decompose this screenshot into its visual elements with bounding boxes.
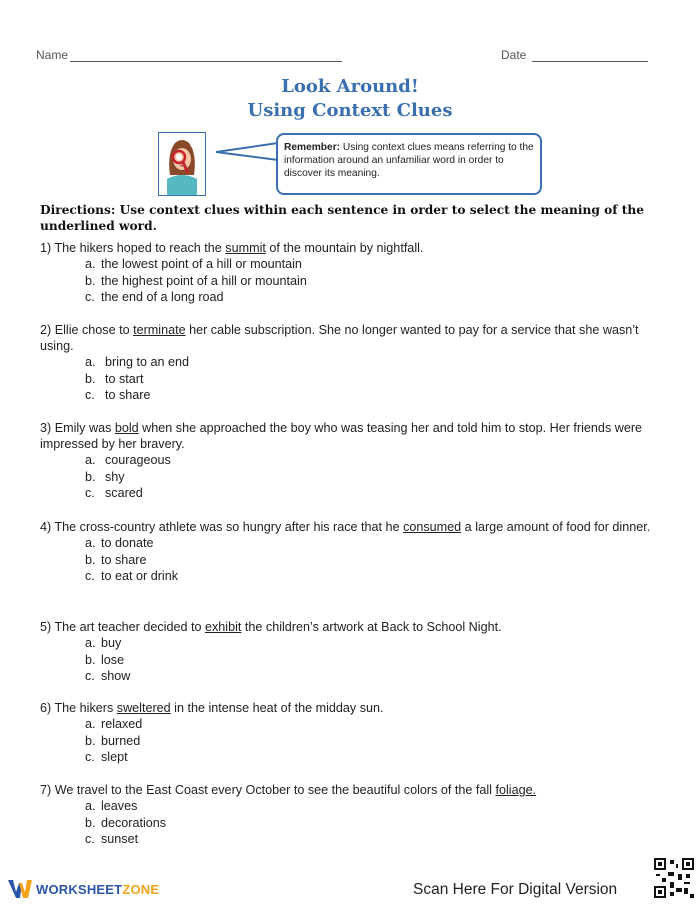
qr-code-icon[interactable]: [654, 858, 694, 898]
directions: Directions: Use context clues within each sentence in order to select the meaning of the underlined word.: [40, 203, 645, 233]
question-stem: 2) Ellie chose to terminate her cable subscription. She no longer wanted to pay for a service that she wasn’t using.: [40, 323, 639, 353]
question-6: [40, 700, 660, 766]
callout-label: Remember:: [284, 142, 341, 153]
question-stem: 4) The cross-country athlete was so hungry after his race that he consumed a large amount of food for dinner.: [40, 520, 651, 534]
option-a: a. leaves: [85, 799, 138, 813]
option-c: c. to share: [85, 388, 151, 402]
name-field: [36, 48, 342, 62]
girl-with-magnifier-illustration: [158, 132, 206, 196]
underlined-word: summit: [225, 241, 266, 255]
name-blank: [70, 51, 342, 62]
reminder-callout: [276, 133, 542, 195]
underlined-word: terminate: [133, 323, 186, 337]
underlined-word: consumed: [403, 520, 462, 534]
option-c: c. scared: [85, 486, 143, 500]
brand-worksheet: WORKSHEET: [36, 881, 123, 897]
option-a: a. buy: [85, 636, 122, 650]
question-7: [40, 782, 660, 848]
underlined-word: foliage.: [495, 783, 537, 797]
option-a: a. courageous: [85, 453, 171, 467]
underlined-word: bold: [114, 421, 139, 435]
question-stem: 3) Emily was bold when she approached the boy who was teasing her and told him to stop. Her friends were impressed by her bravery.: [40, 421, 643, 451]
option-b: b. lose: [85, 652, 125, 667]
question-3: [40, 420, 660, 502]
option-b: b. shy: [85, 469, 125, 484]
question-stem: 7) We travel to the East Coast every October to see the beautiful colors of the fall foliage.: [40, 783, 537, 797]
option-b: b. burned: [85, 733, 141, 748]
option-b: b. to share: [85, 552, 147, 567]
option-a: a. relaxed: [85, 717, 143, 731]
question-5: [40, 619, 660, 685]
option-c: c. sunset: [85, 832, 139, 846]
question-stem: 1) The hikers hoped to reach the summit of the mountain by nightfall.: [40, 241, 424, 255]
page-title: Look Around!: [281, 76, 419, 97]
option-a: a. bring to an end: [85, 355, 190, 369]
brand-zone: ZONE: [122, 881, 160, 897]
underlined-word: exhibit: [205, 620, 242, 634]
date-blank: [532, 51, 648, 62]
option-c: c. to eat or drink: [85, 569, 179, 583]
option-b: b. the highest point of a hill or mountain: [85, 273, 307, 288]
callout-pointer: [214, 140, 280, 164]
worksheet-zone-logo: [8, 880, 159, 898]
option-b: b. to start: [85, 371, 144, 386]
option-c: c. the end of a long road: [85, 290, 224, 304]
question-2: [40, 322, 660, 404]
question-stem: 6) The hikers sweltered in the intense heat of the midday sun.: [40, 701, 384, 715]
option-a: a. to donate: [85, 536, 154, 550]
w-logo-icon: [8, 880, 32, 898]
date-field: [501, 48, 648, 62]
name-label: Name: [36, 48, 69, 62]
callout-text: Using context clues means referring to the information around an unfamiliar word in order to discover its meaning.: [284, 142, 534, 179]
option-b: b. decorations: [85, 815, 167, 830]
option-c: c. show: [85, 669, 131, 683]
question-1: [40, 240, 660, 306]
page-subtitle: Using Context Clues: [247, 100, 453, 121]
date-label: Date: [501, 48, 527, 62]
option-a: a. the lowest point of a hill or mountain: [85, 257, 302, 271]
option-c: c. slept: [85, 750, 128, 764]
scan-text: Scan Here For Digital Version: [413, 881, 618, 898]
underlined-word: sweltered: [116, 701, 171, 715]
question-4: [40, 519, 660, 585]
question-stem: 5) The art teacher decided to exhibit the children’s artwork at Back to School Night.: [40, 620, 502, 634]
